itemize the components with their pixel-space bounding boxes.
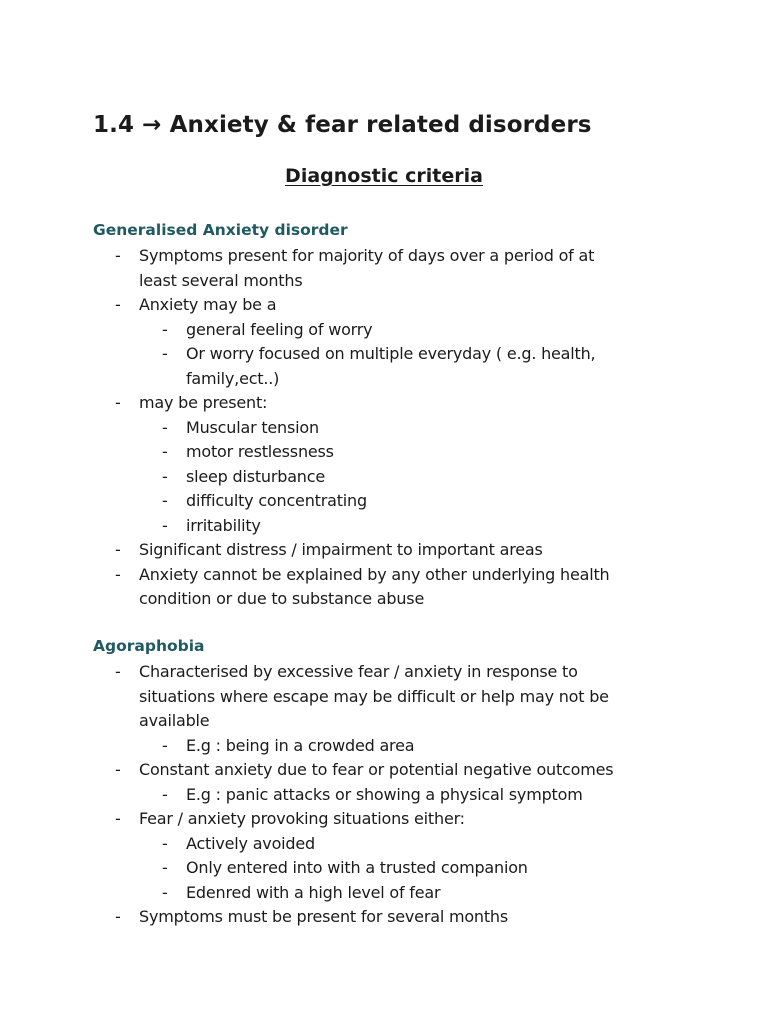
bullet-dash: - <box>162 344 168 363</box>
list-item-text: available <box>139 711 210 730</box>
section-heading: Generalised Anxiety disorder <box>93 221 348 239</box>
bullet-dash: - <box>162 833 168 853</box>
list-item-text: general feeling of worry <box>186 319 373 339</box>
list-item-text: Actively avoided <box>186 833 315 853</box>
list-item-text: difficulty concentrating <box>186 491 367 510</box>
list-item-text: Characterised by excessive fear / anxiety in response to <box>139 662 578 681</box>
list-item-text: Symptoms present for majority of days over a period of at <box>139 246 595 265</box>
list-item-text: family,ect..) <box>186 368 280 388</box>
bullet-dash: - <box>162 319 168 339</box>
list-item-text: least several months <box>139 270 303 290</box>
bullet-dash: - <box>162 491 168 510</box>
list-item-text: irritability <box>186 515 261 535</box>
bullet-dash: - <box>115 540 121 559</box>
list-item-text: E.g : being in a crowded area <box>186 735 415 755</box>
list-item-text: Muscular tension <box>186 417 319 437</box>
list-item-text: Symptoms must be present for several months <box>139 907 509 926</box>
list-item-text: Anxiety may be a <box>139 295 277 314</box>
list-item-text: condition or due to substance abuse <box>139 589 425 608</box>
bullet-dash: - <box>115 246 121 265</box>
bullet-dash: - <box>162 858 168 877</box>
bullet-dash: - <box>115 662 121 681</box>
list-item-text: motor restlessness <box>186 442 334 461</box>
list-item-text: sleep disturbance <box>186 466 325 486</box>
bullet-dash: - <box>162 735 168 755</box>
list-item-text: Fear / anxiety provoking situations either: <box>139 809 465 828</box>
bullet-dash: - <box>115 907 121 926</box>
bullet-dash: - <box>115 760 121 779</box>
bullet-dash: - <box>115 564 121 584</box>
section-heading: Agoraphobia <box>93 637 205 655</box>
bullet-dash: - <box>115 809 121 828</box>
bullet-dash: - <box>115 393 121 412</box>
list-item-text: Edenred with a high level of fear <box>186 882 441 902</box>
list-item-text: Anxiety cannot be explained by any other underlying health <box>139 564 610 584</box>
bullet-dash: - <box>115 295 121 314</box>
list-item-text: may be present: <box>139 393 268 412</box>
list-item-text: Significant distress / impairment to important areas <box>139 540 543 559</box>
bullet-dash: - <box>162 466 168 486</box>
page-subtitle: Diagnostic criteria <box>285 165 483 187</box>
bullet-dash: - <box>162 515 168 535</box>
list-item-text: Only entered into with a trusted companion <box>186 858 528 877</box>
list-item-text: situations where escape may be difficult or help may not be <box>139 686 609 706</box>
list-item-text: E.g : panic attacks or showing a physical symptom <box>186 784 583 804</box>
page-title: 1.4 → Anxiety & fear related disorders <box>93 112 592 138</box>
bullet-dash: - <box>162 442 168 461</box>
list-item-text: Or worry focused on multiple everyday ( e.g. health, <box>186 344 596 363</box>
list-item-text: Constant anxiety due to fear or potential negative outcomes <box>139 760 614 779</box>
bullet-dash: - <box>162 784 168 804</box>
bullet-dash: - <box>162 417 168 437</box>
bullet-dash: - <box>162 882 168 902</box>
